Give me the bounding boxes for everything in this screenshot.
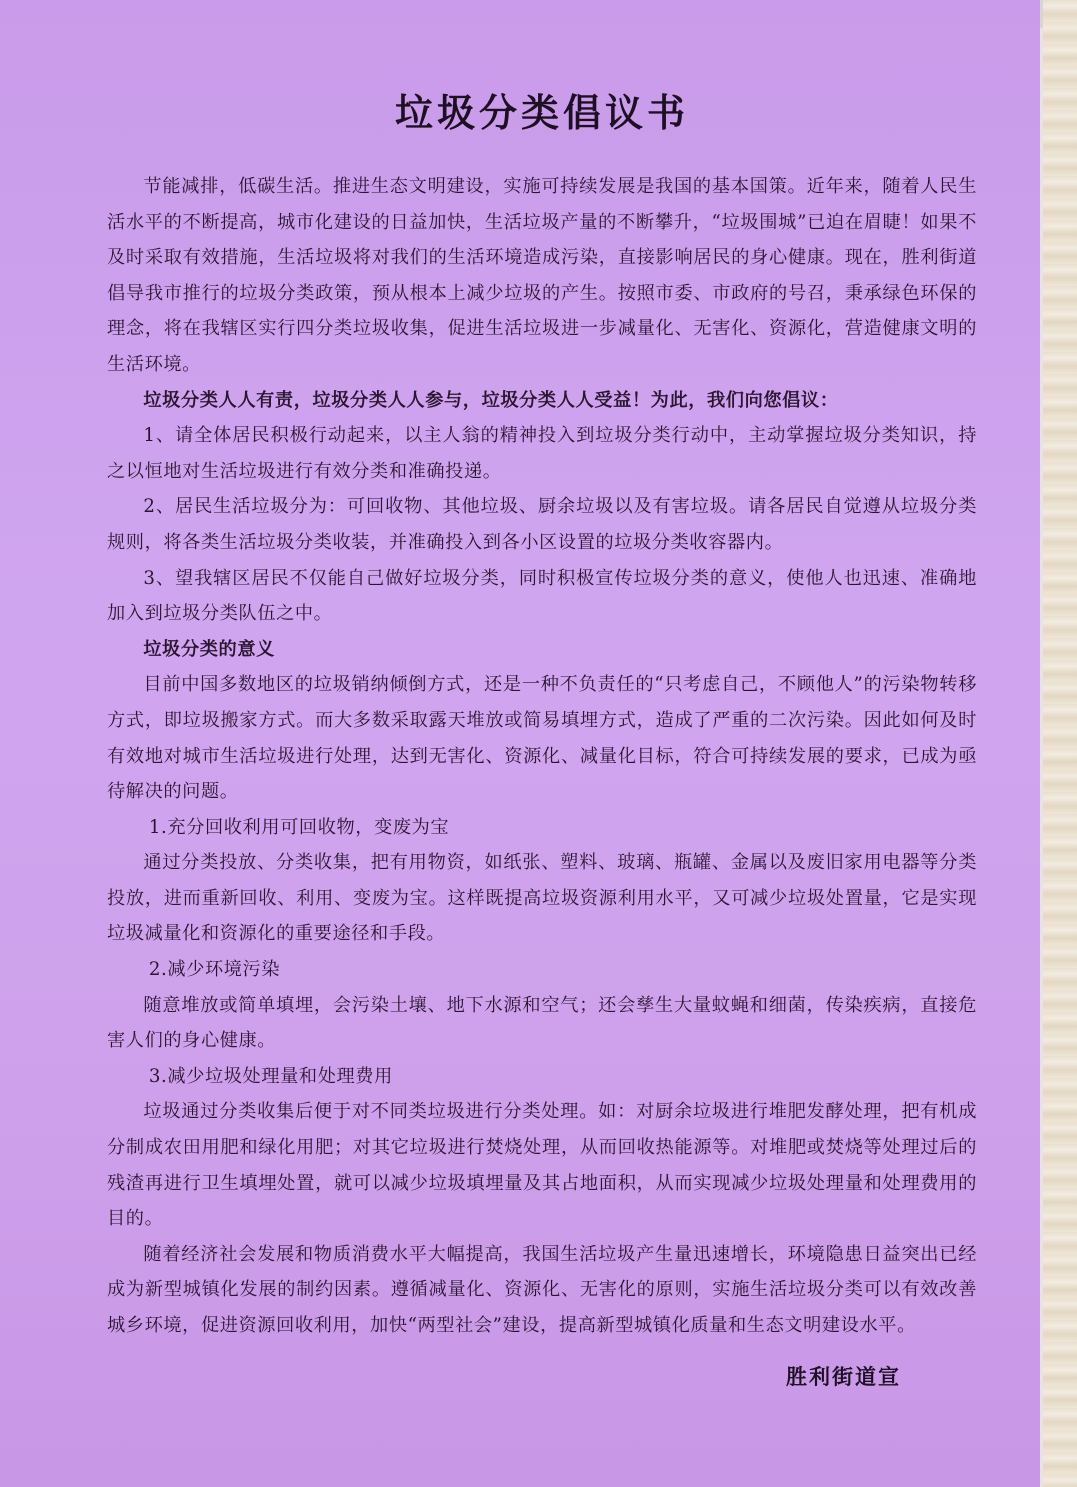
proposal-item: 1、请全体居民积极行动起来，以主人翁的精神投入到垃圾分类行动中，主动掌握垃圾分类知识，持之以恒地对生活垃圾进行有效分类和准确投递。	[107, 425, 977, 482]
point-heading: 2.减少环境污染	[148, 959, 281, 981]
point-heading: 1.充分回收利用可回收物，变废为宝	[148, 816, 450, 838]
document-title: 垃圾分类倡议书	[394, 91, 689, 135]
meaning-intro: 目前中国多数地区的垃圾销纳倾倒方式，还是一种不负责任的“只考虑自己，不顾他人”的污染物转移方式，即垃圾搬家方式。而大多数采取露天堆放或简易填埋方式，造成了严重的二次污染。因此如何及时有效地对城市生活垃圾进行处理，达到无害化、资源化、减量化目标，符合可持续发展的要求，已成为亟待解决的问题。	[107, 674, 977, 803]
point-heading: 3.减少垃圾处理量和处理费用	[148, 1065, 393, 1087]
signature: 胜利街道宣	[786, 1365, 901, 1389]
table-surface	[1043, 0, 1077, 1487]
conclusion-paragraph: 随着经济社会发展和物质消费水平大幅提高，我国生活垃圾产生量迅速增长，环境隐患日益突出已经成为新型城镇化发展的制约因素。遵循减量化、资源化、无害化的原则，实施生活垃圾分类可以有效改善城乡环境，促进资源回收利用，加快“两型社会”建设，提高新型城镇化质量和生态文明建设水平。	[107, 1243, 977, 1336]
intro-paragraph: 节能减排，低碳生活。推进生态文明建设，实施可持续发展是我国的基本国策。近年来，随着人民生活水平的不断提高，城市化建设的日益加快，生活垃圾产量的不断攀升，“垃圾围城”已迫在眉睫！如果不及时采取有效措施，生活垃圾将对我们的生活环境造成污染，直接影响居民的身心健康。现在，胜利街道倡导我市推行的垃圾分类政策，预从根本上减少垃圾的产生。按照市委、市政府的号召，秉承绿色环保的理念，将在我辖区实行四分类垃圾收集，促进生活垃圾进一步减量化、无害化、资源化，营造健康文明的生活环境。	[107, 176, 977, 375]
point-text: 随意堆放或简单填埋，会污染土壤、地下水源和空气；还会孳生大量蚊蝇和细菌，传染疾病，直接危害人们的身心健康。	[107, 994, 977, 1052]
proposal-item: 3、望我辖区居民不仅能自己做好垃圾分类，同时积极宣传垃圾分类的意义，使他人也迅速、准确地加入到垃圾分类队伍之中。	[107, 567, 977, 625]
call-to-action: 垃圾分类人人有责，垃圾分类人人参与，垃圾分类人人受益！为此，我们向您倡议：	[143, 389, 839, 411]
point-text: 垃圾通过分类收集后便于对不同类垃圾进行分类处理。如：对厨余垃圾进行堆肥发酵处理，把有机成分制成农田用肥和绿化用肥；对其它垃圾进行焚烧处理，从而回收热能源等。对堆肥或焚烧等处理过后的残渣再进行卫生填埋处置，就可以减少垃圾填埋量及其占地面积，从而实现减少垃圾处理量和处理费用的目的。	[107, 1101, 977, 1230]
document-body	[107, 70, 977, 1344]
proposal-item: 2、居民生活垃圾分为：可回收物、其他垃圾、厨余垃圾以及有害垃圾。请各居民自觉遵从垃圾分类规则，将各类生活垃圾分类收装，并准确投入到各小区设置的垃圾分类收容器内。	[107, 496, 977, 553]
meaning-heading: 垃圾分类的意义	[143, 638, 275, 660]
point-text: 通过分类投放、分类收集，把有用物资，如纸张、塑料、玻璃、瓶罐、金属以及废旧家用电器等分类投放，进而重新回收、利用、变废为宝。这样既提高垃圾资源利用水平，又可减少垃圾处置量，它是实现垃圾减量化和资源化的重要途径和手段。	[107, 852, 977, 945]
